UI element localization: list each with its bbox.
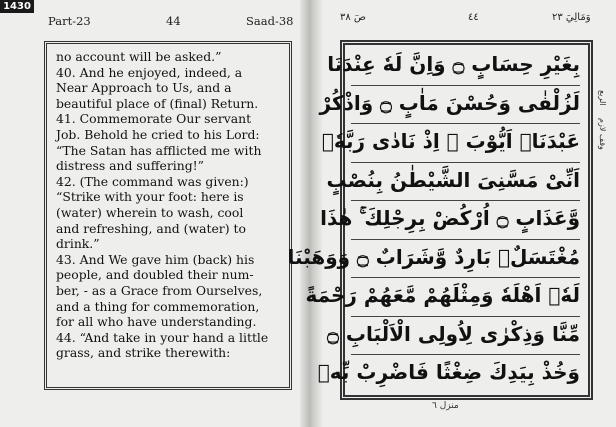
arabic-line: وَّعَذَابٍ ۝ اُرْكُضْ بِرِجْلِكَ ۚ هٰذَا [320,206,580,230]
english-line: 42. (The command was given:) [56,173,249,189]
english-line: distress and suffering!” [56,158,204,174]
header-arabic-page: ٤٤ [468,12,479,23]
english-line: Near Approach to Us, and a [56,80,232,96]
arabic-line: لَزُلْفٰى وَحُسْنَ مَاٰبٍ ۝ وَاذْكُرْ [319,90,580,115]
arabic-line: مُغْتَسَلٌۢ بَارِدٌ وَّشَرَابٌ ۝ وَوَهَبْنَا [287,244,580,269]
header-arabic-surah: صٓ ٣٨ [340,12,367,23]
line-rule [351,200,580,201]
header-part: Part-23 [48,14,91,28]
english-line: 43. And We gave him (back) his [56,251,255,267]
english-translation [56,49,284,361]
english-line: and a thing for commemoration, [56,298,260,314]
english-line: no account will be asked.” [56,49,222,64]
footer-manzil: منزل ٦ [432,401,459,411]
english-line: 41. Commemorate Our servant [56,111,252,127]
margin-note-rub: الربع [598,90,607,106]
english-line: grass, and strike therewith: [56,345,231,361]
english-line: people, and doubled their num- [56,267,254,283]
english-line: and refreshing, and (water) to [56,220,246,236]
english-line: “Strike with your foot: here is [56,189,244,205]
arabic-line: اَنِّىْ مَسَّنِىَ الشَّيْطٰنُ بِنُصْبٍ [326,167,580,192]
english-line: 40. And he enjoyed, indeed, a [56,64,243,80]
margin-note-waqf: وقف لازم [598,118,607,150]
header-arabic-juz: وَمَالِيَ ٢٣ [552,12,591,23]
arabic-line: وَخُذْ بِيَدِكَ ضِغْثًا فَاضْرِبْ بِّهٖ [317,360,580,384]
line-rule [351,162,580,163]
line-rule [351,316,580,317]
header-page-number: 44 [166,14,181,28]
arabic-line: عَبْدَنَاۤ اَيُّوْبَ ۘ اِذْ نَادٰى رَبَّهٗۤ [321,129,580,153]
arabic-text-frame [287,40,593,400]
english-line: “The Satan has afflicted me with [56,142,262,158]
line-rule [351,277,580,278]
english-text-frame [44,41,292,390]
arabic-line: بِغَيْرِ حِسَابٍ ۝ وَاِنَّ لَهٗ عِنْدَنَا [327,52,580,76]
arabic-line: مِّنَّا وَذِكْرٰى لِاُولِى الْاَلْبَابِ ۝ [327,321,580,346]
line-rule [351,85,580,86]
english-line: beautiful place of (final) Return. [56,95,259,111]
english-line: drink.” [56,236,100,252]
english-line: Job. Behold he cried to his Lord: [56,126,260,142]
line-rule [351,123,580,124]
image-number-stamp: 1430 [0,0,34,13]
english-line: 44. “And take in your hand a little [56,329,269,345]
arabic-line: لَهٗۤ اَهْلَهٗ وَمِثْلَهُمْ مَّعَهُمْ رَحْمَةً [305,283,580,307]
english-line: ber, - as a Grace from Ourselves, [56,282,263,298]
line-rule [351,239,580,240]
english-line: for all who have understanding. [56,314,257,330]
header-surah: Saad-38 [246,14,294,28]
line-rule [351,354,580,355]
english-line: (water) wherein to wash, cool [56,204,244,220]
